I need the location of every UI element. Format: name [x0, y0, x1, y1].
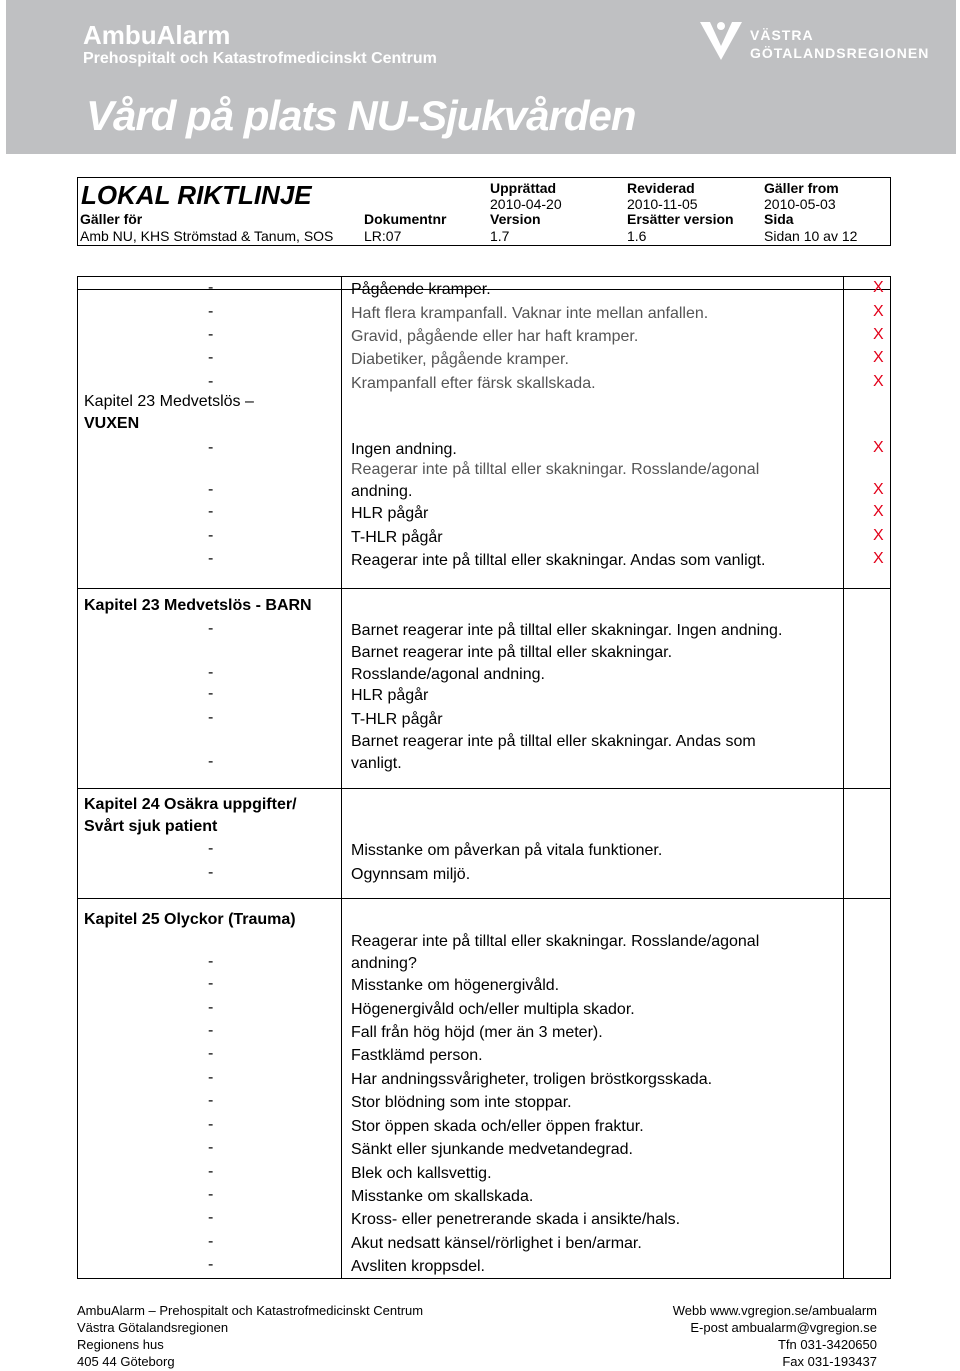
- galler-from-value: 2010-05-03: [764, 196, 836, 212]
- chapter-heading-25: Kapitel 25 Olyckor (Trauma): [84, 911, 296, 928]
- list-text: Misstanke om högenergivåld.: [351, 977, 560, 994]
- list-text: Reagerar inte på tilltal eller skakningar. Andas som vanligt.: [351, 552, 766, 569]
- list-dash: -: [208, 1069, 214, 1086]
- list-item: [78, 931, 890, 977]
- logo-line-1: VÄSTRA: [750, 27, 814, 43]
- list-item: [78, 731, 890, 777]
- list-dash: -: [208, 840, 214, 857]
- chapter-line: Svårt sjuk patient: [84, 818, 218, 835]
- list-dash: -: [208, 975, 214, 992]
- list-dash: -: [208, 349, 214, 366]
- list-dash: -: [208, 326, 214, 343]
- list-text: Har andningssvårigheter, troligen bröstkorgsskada.: [351, 1071, 713, 1088]
- x-mark: X: [873, 527, 884, 544]
- galler-from-label: Gäller from: [764, 180, 839, 196]
- row-divider: [78, 788, 890, 789]
- list-dash: -: [208, 1209, 214, 1226]
- x-mark: X: [873, 481, 884, 498]
- chapter-heading-23-barn: Kapitel 23 Medvetslös - BARN: [84, 597, 312, 614]
- list-dash: -: [208, 1139, 214, 1156]
- list-text: Krampanfall efter färsk skallskada.: [351, 375, 596, 392]
- list-dash: -: [208, 503, 214, 520]
- list-text: Sänkt eller sjunkande medvetandegrad.: [351, 1141, 633, 1158]
- row-divider: [78, 588, 890, 589]
- list-text: T-HLR pågår: [351, 711, 443, 728]
- list-text: Barnet reagerar inte på tilltal eller skakningar.: [351, 644, 673, 661]
- list-text: Barnet reagerar inte på tilltal eller skakningar. Andas som: [351, 733, 756, 750]
- footer-region: Västra Götalandsregionen: [77, 1320, 229, 1335]
- column-divider: [843, 277, 844, 1278]
- list-dash: -: [208, 303, 214, 320]
- x-mark: X: [873, 326, 884, 343]
- header-banner: [6, 0, 956, 154]
- list-dash: -: [208, 1163, 214, 1180]
- reviderad-value: 2010-11-05: [627, 196, 698, 212]
- list-text: andning?: [351, 955, 417, 972]
- list-dash: -: [208, 620, 214, 637]
- document-heading: Vård på plats NU-Sjukvården: [86, 92, 636, 139]
- ersatter-value: 1.6: [627, 228, 647, 244]
- list-dash: -: [208, 1186, 214, 1203]
- list-dash: -: [208, 953, 214, 970]
- chapter-line: VUXEN: [84, 415, 140, 432]
- document-info-table: [77, 177, 891, 246]
- list-dash: -: [208, 999, 214, 1016]
- footer-organization: AmbuAlarm – Prehospitalt och Katastrofmedicinskt Centrum: [77, 1303, 424, 1318]
- galler-for-label: Gäller för: [80, 211, 143, 227]
- list-text: Kross- eller penetrerande skada i ansikte/hals.: [351, 1211, 681, 1228]
- chapter-heading-23-vuxen: [84, 391, 254, 435]
- list-text: Reagerar inte på tilltal eller skakningar. Rosslande/agonal: [351, 933, 760, 950]
- list-text: Avsliten kroppsdel.: [351, 1258, 485, 1275]
- list-text: Stor blödning som inte stoppar.: [351, 1094, 572, 1111]
- list-text: Akut nedsatt känsel/rörlighet i ben/armar.: [351, 1235, 642, 1252]
- list-text: Ogynnsam miljö.: [351, 866, 471, 883]
- list-text: Fastklämd person.: [351, 1047, 483, 1064]
- list-dash: -: [208, 753, 214, 770]
- document-type: LOKAL RIKTLINJE: [81, 180, 312, 210]
- footer-postal: 405 44 Göteborg: [77, 1354, 175, 1369]
- x-mark: X: [873, 349, 884, 366]
- list-dash: -: [208, 685, 214, 702]
- list-text: HLR pågår: [351, 505, 429, 522]
- ersatter-label: Ersätter version: [627, 211, 734, 227]
- list-dash: -: [208, 1233, 214, 1250]
- brand-subtitle: Prehospitalt och Katastrofmedicinskt Centrum: [83, 50, 437, 67]
- list-text: Misstanke om skallskada.: [351, 1188, 534, 1205]
- list-dash: -: [208, 1045, 214, 1062]
- criteria-table: [77, 276, 891, 1279]
- footer-fax: Fax 031-193437: [782, 1354, 877, 1369]
- footer-phone: Tfn 031-3420650: [777, 1337, 877, 1352]
- list-dash: -: [208, 1116, 214, 1133]
- version-value: 1.7: [490, 228, 510, 244]
- list-dash: -: [208, 709, 214, 726]
- row-divider: [78, 898, 890, 899]
- list-text: Rosslande/agonal andning.: [351, 666, 545, 683]
- list-text: Fall från hög höjd (mer än 3 meter).: [351, 1024, 603, 1041]
- dokumentnr-value: LR:07: [364, 228, 402, 244]
- list-dash: -: [208, 439, 214, 456]
- footer-address: Regionens hus: [77, 1337, 164, 1352]
- list-dash: -: [208, 1092, 214, 1109]
- list-text: Gravid, pågående eller har haft kramper.: [351, 328, 639, 345]
- list-text: Barnet reagerar inte på tilltal eller skakningar. Ingen andning.: [351, 622, 783, 639]
- sida-value: Sidan 10 av 12: [764, 228, 858, 244]
- list-dash: -: [208, 481, 214, 498]
- x-mark: X: [873, 503, 884, 520]
- sida-label: Sida: [764, 211, 794, 227]
- vgr-logo-text: [750, 26, 929, 62]
- x-mark: X: [873, 373, 884, 390]
- reviderad-label: Reviderad: [627, 180, 695, 196]
- list-dash: -: [208, 664, 214, 681]
- list-item: [78, 642, 890, 688]
- dokumentnr-label: Dokumentnr: [364, 211, 447, 227]
- list-text: vanligt.: [351, 755, 402, 772]
- list-text: T-HLR pågår: [351, 529, 443, 546]
- x-mark: X: [873, 550, 884, 567]
- list-dash: -: [208, 550, 214, 567]
- list-text: Misstanke om påverkan på vitala funktioner.: [351, 842, 663, 859]
- list-text: Reagerar inte på tilltal eller skakningar. Rosslande/agonal: [351, 461, 760, 478]
- list-text: andning.: [351, 483, 413, 500]
- list-text: Högenergivåld och/eller multipla skador.: [351, 1001, 635, 1018]
- list-item: [78, 459, 890, 505]
- list-dash: -: [208, 527, 214, 544]
- upprattad-value: 2010-04-20: [490, 196, 562, 212]
- galler-for-value: Amb NU, KHS Strömstad & Tanum, SOS: [80, 228, 334, 244]
- list-text: Diabetiker, pågående kramper.: [351, 351, 569, 368]
- list-dash: -: [208, 1022, 214, 1039]
- list-text: Blek och kallsvettig.: [351, 1165, 492, 1182]
- version-label: Version: [490, 211, 541, 227]
- footer-web-link[interactable]: Webb www.vgregion.se/ambualarm: [672, 1303, 877, 1318]
- x-mark: X: [873, 279, 884, 296]
- x-mark: X: [873, 303, 884, 320]
- list-dash: -: [208, 864, 214, 881]
- list-dash: -: [208, 279, 214, 296]
- column-divider: [341, 277, 342, 1278]
- list-dash: -: [208, 373, 214, 390]
- upprattad-label: Upprättad: [490, 180, 557, 196]
- x-mark: X: [873, 439, 884, 456]
- list-text: Ingen andning.: [351, 441, 457, 458]
- list-text: Haft flera krampanfall. Vaknar inte mellan anfallen.: [351, 305, 709, 322]
- list-dash: -: [208, 1256, 214, 1273]
- chapter-line: Kapitel 23 Medvetslös –: [84, 393, 254, 410]
- logo-line-2: GÖTALANDSREGIONEN: [750, 45, 930, 61]
- vgr-logo-icon: [696, 16, 746, 64]
- list-text: Pågående kramper.: [351, 281, 491, 298]
- chapter-heading-24: [84, 794, 297, 838]
- vgr-logo: [696, 16, 936, 66]
- brand-title: AmbuAlarm: [83, 20, 231, 50]
- footer-email-link[interactable]: E-post ambualarm@vgregion.se: [690, 1320, 877, 1335]
- chapter-line: Kapitel 24 Osäkra uppgifter/: [84, 796, 297, 813]
- list-text: Stor öppen skada och/eller öppen fraktur.: [351, 1118, 644, 1135]
- list-text: HLR pågår: [351, 687, 429, 704]
